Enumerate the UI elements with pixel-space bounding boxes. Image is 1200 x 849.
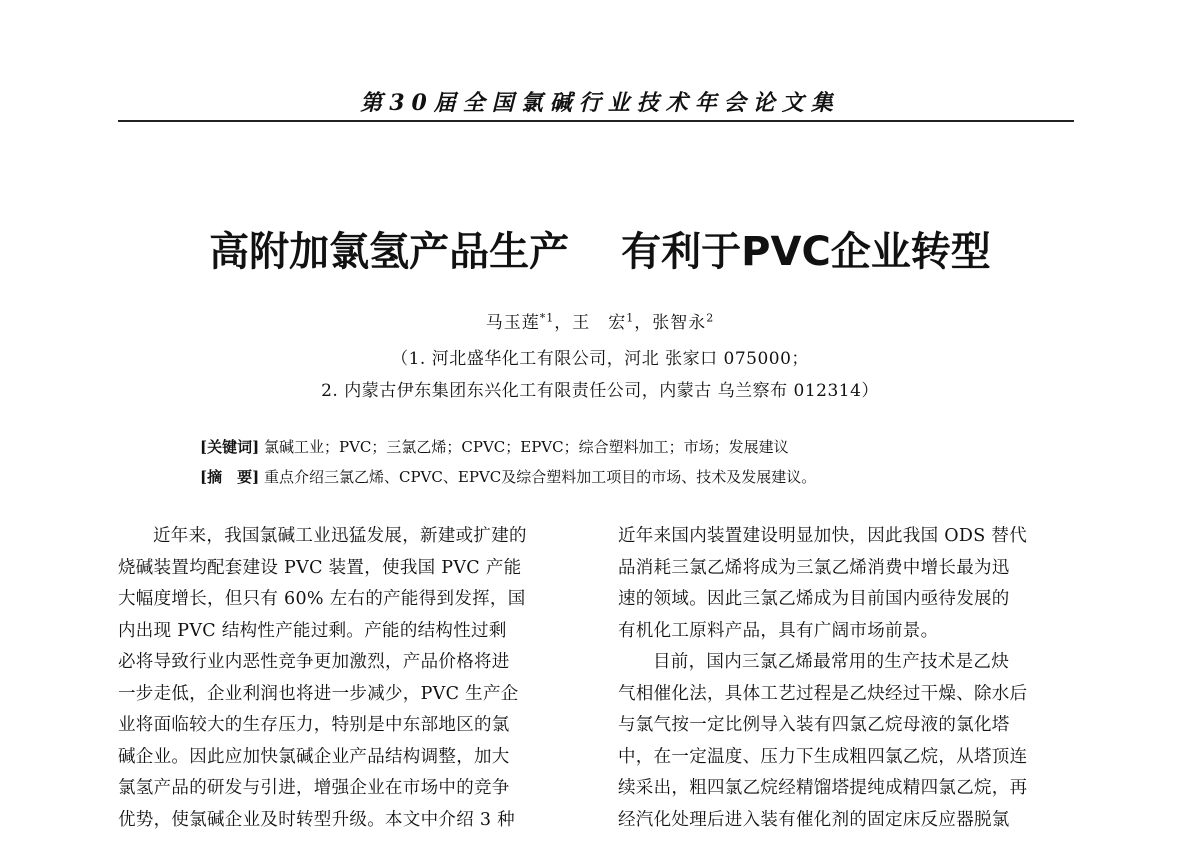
body-line: 速的领域。因此三氯乙烯成为目前国内亟待发展的 [618,589,1010,609]
abstract-label: [摘 要] [200,468,260,486]
body-line: 近年来，我国氯碱工业迅猛发展，新建或扩建的 [153,526,527,546]
body-line: 与氯气按一定比例导入装有四氯乙烷母液的氯化塔 [618,715,1010,735]
body-line: 必将导致行业内恶性竞争更加激烈，产品价格将进 [118,652,510,672]
abstract-text: 重点介绍三氯乙烯、CPVC、EPVC及综合塑料加工项目的市场、技术及发展建议。 [263,468,817,486]
author-3-mark: 2 [706,311,715,325]
author-2-name: 王 宏 [572,313,627,333]
body-line: 大幅度增长，但只有 60% 左右的产能得到发挥，国 [118,589,526,609]
keywords-text: 氯碱工业；PVC；三氯乙烯；CPVC；EPVC；综合塑料加工；市场；发展建议 [263,438,789,456]
body-line: 有机化工原料产品，具有广阔市场前景。 [618,620,939,641]
affiliation-2: 2. 内蒙古伊东集团东兴化工有限责任公司，内蒙古 乌兰察布 012314） [321,381,879,401]
title-part-2: 有利于PVC企业转型 [621,229,991,275]
body-line: 续采出，粗四氯乙烷经精馏塔提纯成精四氯乙烷，再 [618,778,1028,798]
author-1-mark: *1 [539,311,555,325]
header-rule [118,120,1074,122]
abstract [200,466,816,487]
affiliation-1: （1. 河北盛华化工有限公司，河北 张家口 075000； [391,349,809,369]
body-line: 内出现 PVC 结构性产能过剩。产能的结构性过剩 [118,620,507,641]
body-line: 优势，使氯碱企业及时转型升级。本文中介绍 3 种 [118,809,515,830]
author-1-name: 马玉莲 [485,313,540,333]
keywords-label: [关键词] [200,438,260,456]
title-part-1: 高附加氯氢产品生产 [209,229,570,275]
author-3-name: 张智永 [652,313,707,333]
body-line: 气相催化法，具体工艺过程是乙炔经过干燥、除水后 [618,683,1028,704]
author-2-mark: 1 [626,311,635,325]
body-line: 近年来国内装置建设明显加快，因此我国 ODS 替代 [618,526,1027,546]
body-line: 氯氢产品的研发与引进，增强企业在市场中的竞争 [118,778,510,798]
body-line: 一步走低，企业利润也将进一步减少，PVC 生产企 [118,683,519,704]
body-line: 烧碱装置均配套建设 PVC 装置，使我国 PVC 产能 [118,557,522,578]
body-line: 目前，国内三氯乙烯最常用的生产技术是乙炔 [653,652,1009,672]
body-column-left [118,521,580,836]
body-line: 业将面临较大的生存压力，特别是中东部地区的氯 [118,715,510,735]
body-line: 中，在一定温度、压力下生成粗四氯乙烷，从塔顶连 [618,746,1028,767]
author-separator: ， [554,313,573,333]
body-line: 经汽化处理后进入装有催化剂的固定床反应器脱氯 [618,809,1010,830]
body-line: 碱企业。因此应加快氯碱企业产品结构调整，加大 [118,746,510,767]
author-list [0,308,1200,333]
keywords [200,436,789,457]
paper-title [0,220,1200,277]
body-line: 品消耗三氯乙烯将成为三氯乙烯消费中增长最为迅 [618,557,1010,578]
running-head: 第30届全国氯碱行业技术年会论文集 [360,90,840,116]
author-separator: ， [634,313,653,333]
body-column-right [618,521,1080,836]
